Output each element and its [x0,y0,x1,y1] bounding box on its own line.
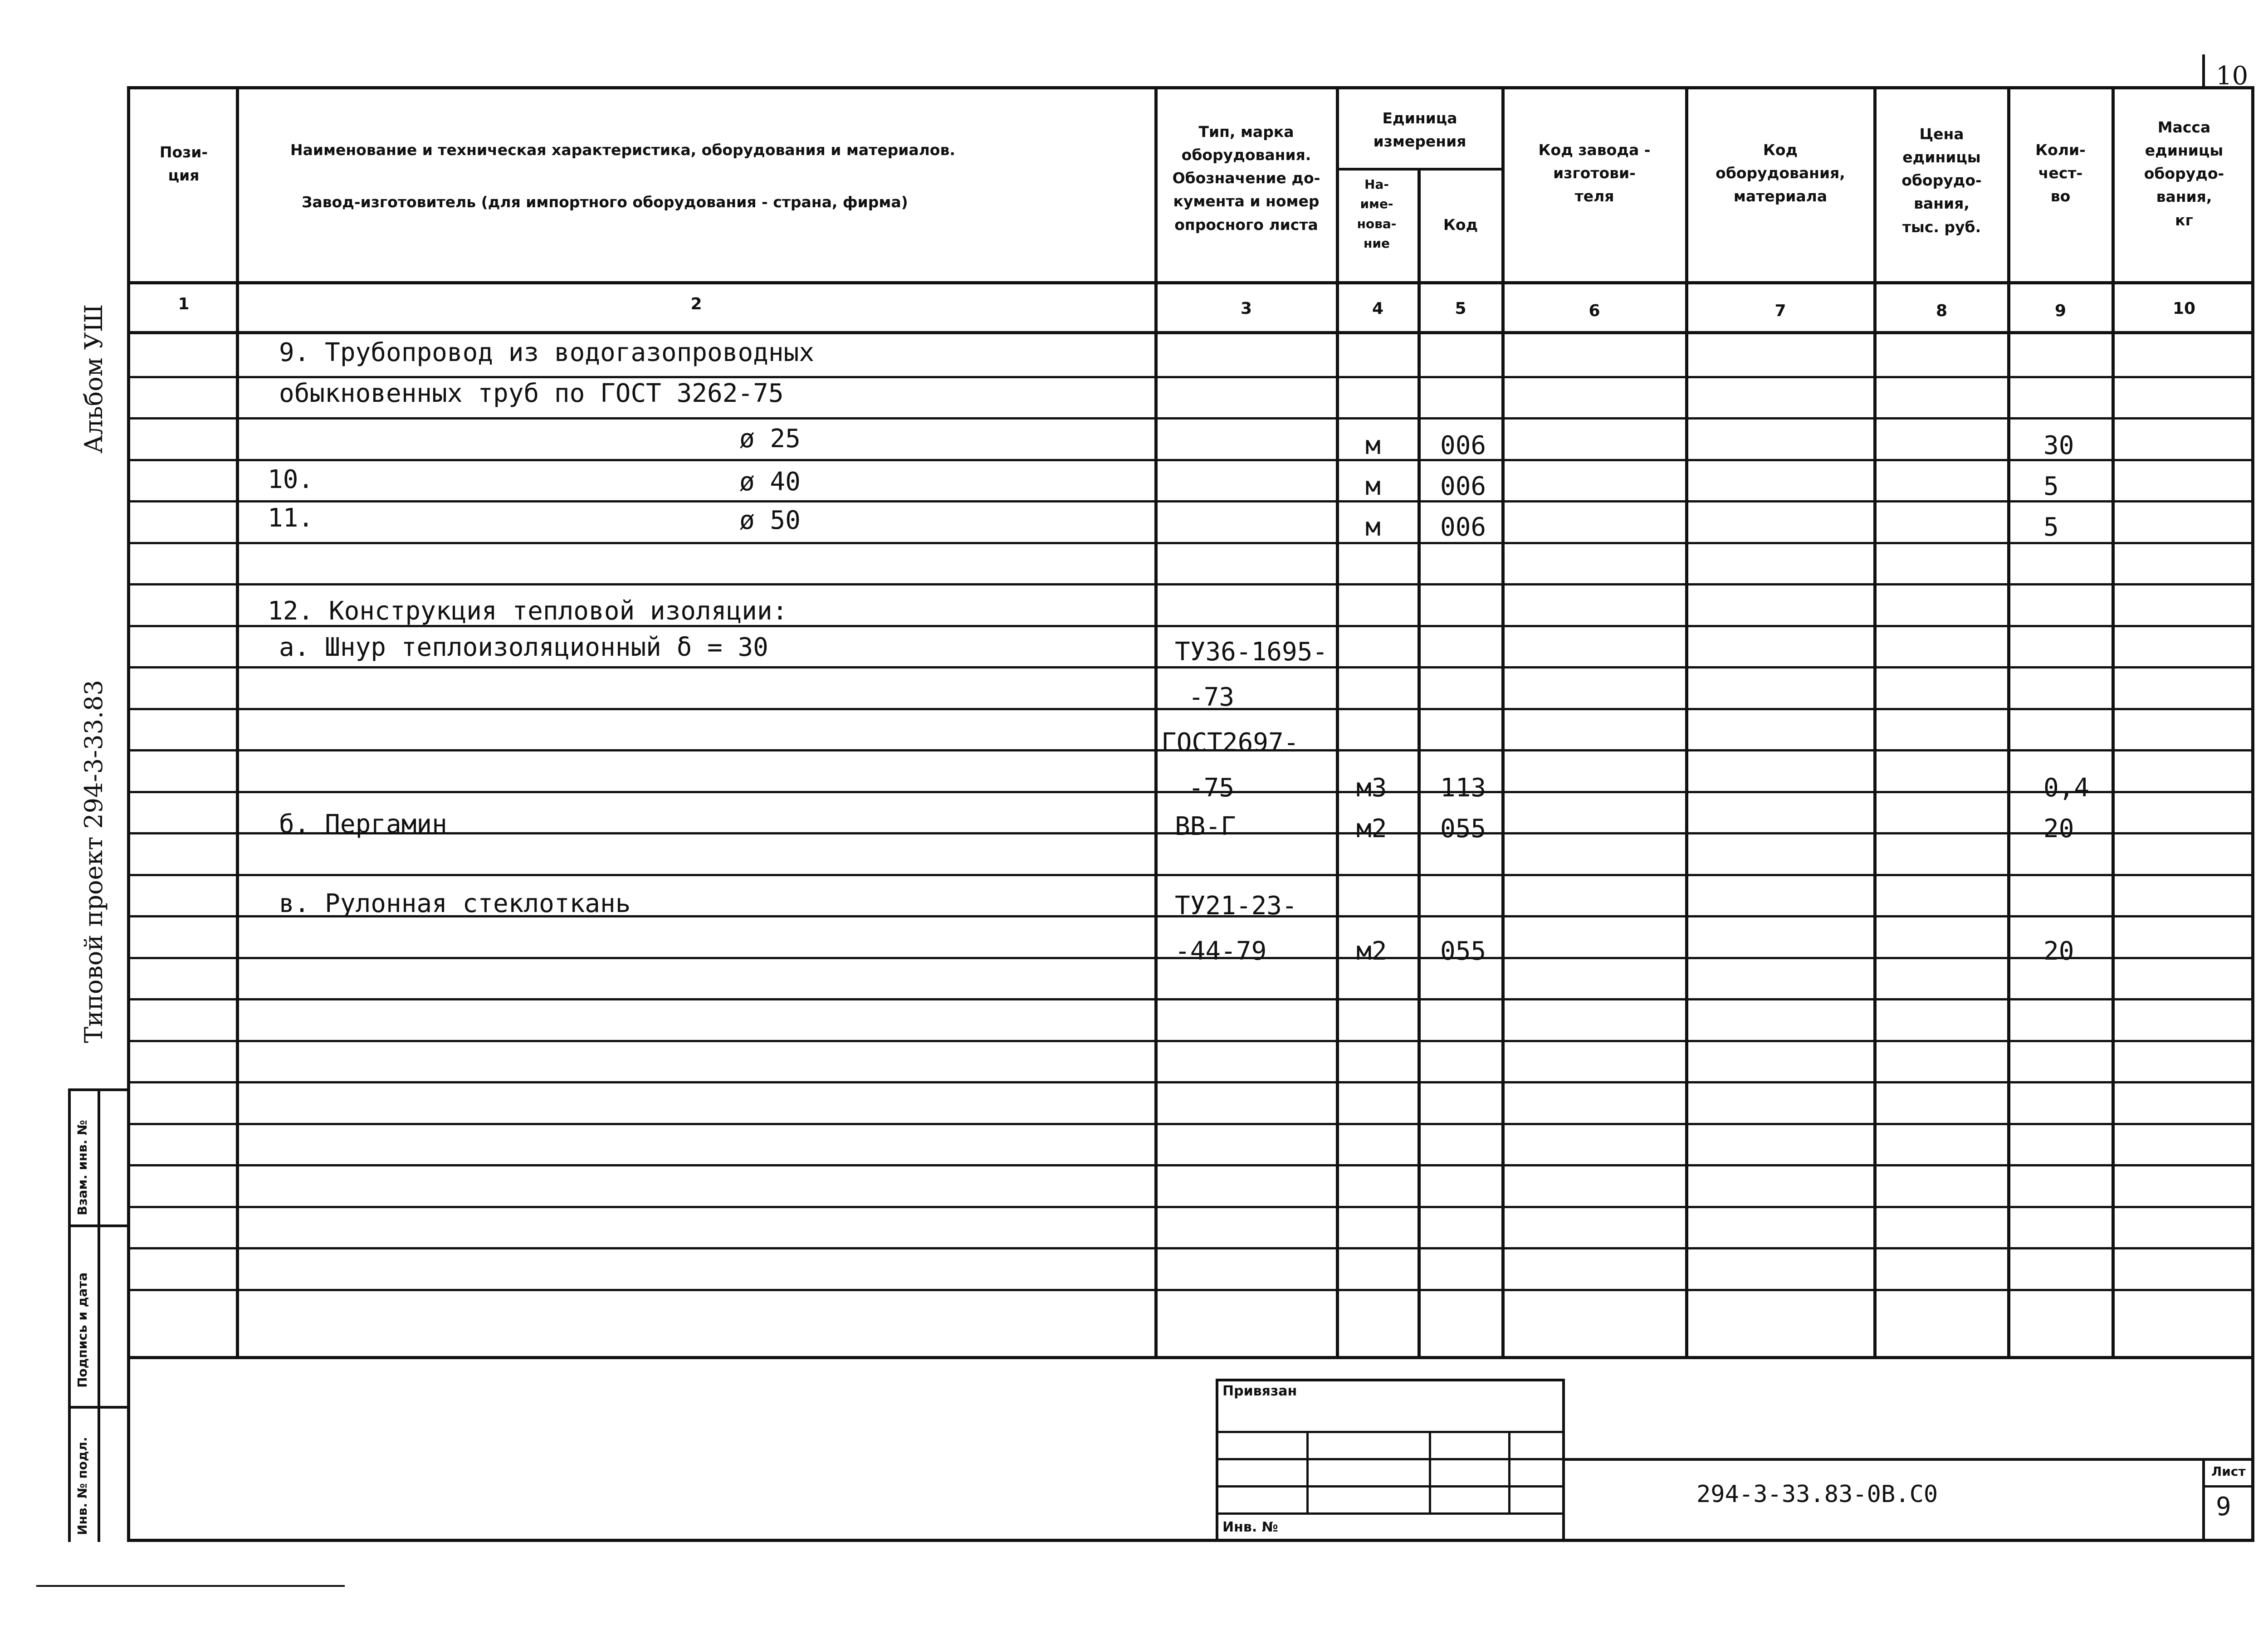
row-12-qty: 20 [2043,814,2074,844]
row-separator [127,1247,2254,1249]
row-separator [127,417,2254,419]
table-bottom [127,1356,2254,1359]
colnum-9: 9 [2054,302,2067,320]
row-5-name: ø 50 [739,506,801,535]
privyazan-col-1 [1306,1431,1309,1512]
row-15-code: 055 [1440,937,1486,966]
row-separator [127,1123,2254,1125]
header-equipment-code: Код оборудования, материала [1716,141,1845,205]
row-5-qty: 5 [2043,512,2059,542]
privyazan-col-3 [1508,1431,1510,1512]
row-15-qty: 20 [2043,937,2074,966]
stamp-top [68,1088,129,1091]
colnum-6: 6 [1589,302,1600,320]
row-separator [127,500,2254,502]
header-unit-name: На- име- нова- ние [1357,177,1397,251]
privyazan-col-2 [1429,1431,1431,1512]
header-unit-code: Код [1443,216,1478,234]
row-8-type: ТУ36-1695- [1175,637,1328,667]
row-11-qty: 0,4 [2043,773,2090,803]
page-number-top: 10 [2216,61,2248,91]
row-11-code: 113 [1440,773,1486,803]
colnum-2: 2 [690,295,702,313]
row-14-type: ТУ21-23- [1175,891,1297,921]
row-separator [127,376,2254,378]
colnum-4: 4 [1372,299,1384,318]
unit-sub-line [1336,168,1505,171]
project-label: Типовой проект 294-3-33.83 [79,680,108,1043]
row-4-name: ø 40 [739,467,801,497]
header-type: Тип, марка оборудования. Обозначение до- кумента и номер опросного листа [1172,123,1320,234]
row-4-unit: м [1365,472,1381,501]
album-label: Альбом УШ [79,304,108,454]
row-5-unit: м [1365,512,1381,542]
row-2-name: обыкновенных труб по ГОСТ 3262-75 [279,379,784,408]
row-14-name: в. Рулонная стеклоткань [279,889,631,918]
row-3-qty: 30 [2043,431,2074,460]
header-name-line2: Завод-изготовитель (для импортного оборудования - страна, фирма) [302,193,908,211]
row-12-code: 055 [1440,814,1486,844]
row-separator [127,1040,2254,1042]
header-unit: Единица измерения [1373,109,1466,151]
row-4-code: 006 [1440,472,1486,501]
row-12-type: ВВ-Г [1175,812,1236,841]
row-3-name: ø 25 [739,424,801,454]
row-7-name: 12. Конструкция тепловой изоляции: [268,596,788,626]
header-quantity: Коли- чест- во [2035,141,2086,205]
colnum-8: 8 [1936,302,1948,320]
header-mass: Масса единицы оборудо- вания, кг [2144,118,2224,229]
sheet-box-left [2202,1458,2205,1542]
privyazan-line-3 [1216,1485,1565,1488]
stamp-sign-date: Подпись и дата [75,1272,90,1388]
header-plant-code: Код завода - изготови- теля [1538,141,1651,205]
row-3-unit: м [1365,431,1381,460]
header-position: Пози- ция [159,143,208,185]
sheet-label: Лист [2211,1464,2246,1479]
colnum-3: 3 [1240,299,1252,318]
row-1-name: 9. Трубопровод из водогазопроводных [279,338,815,367]
header-name-line1: Наименование и техническая характеристика, оборудования и материалов. [290,141,955,159]
row-separator [127,874,2254,876]
colnum-5: 5 [1455,299,1466,318]
stamp-div-2 [68,1406,129,1409]
row-separator [127,1164,2254,1166]
privyazan-line-1 [1216,1431,1565,1433]
row-separator [127,542,2254,544]
page-number-box-left [2202,54,2205,88]
row-4-pos: 10. [268,465,314,494]
colnum-10: 10 [2172,299,2196,318]
row-5-code: 006 [1440,512,1486,542]
row-15-type: -44-79 [1175,937,1267,966]
col-line-4 [1418,168,1421,1356]
colnum-bottom [127,331,2254,334]
privyazan-line-4 [1216,1512,1565,1515]
row-4-qty: 5 [2043,472,2059,501]
privyazan-label: Привязан [1222,1383,1297,1399]
row-15-unit: м2 [1356,937,1387,966]
row-9-type: -73 [1188,683,1235,712]
row-separator [127,583,2254,585]
stamp-col-left [68,1088,71,1542]
row-separator [127,1081,2254,1083]
row-5-pos: 11. [268,503,314,533]
header-price: Цена единицы оборудо- вания, тыс. руб. [1901,125,1982,236]
bottom-left-line [36,1585,345,1587]
document-code: 294-3-33.83-0В.С0 [1696,1481,1938,1508]
stamp-inv-replace: Взам. инв. № [75,1120,90,1215]
stamp-div-1 [68,1224,129,1227]
header-bottom [127,281,2254,284]
row-separator [127,459,2254,461]
row-3-code: 006 [1440,431,1486,460]
row-12-name: б. Пергамин [279,810,447,839]
row-separator [127,1289,2254,1291]
sheet-box-mid [2202,1485,2254,1488]
row-separator [127,998,2254,1000]
row-11-type: -75 [1188,773,1235,803]
privyazan-block [1216,1379,1565,1542]
colnum-7: 7 [1774,302,1786,320]
row-11-unit: м3 [1356,773,1387,803]
row-8-name: а. Шнур теплоизоляционный δ = 30 [279,633,768,662]
colnum-1: 1 [178,295,190,313]
sheet-number: 9 [2216,1492,2231,1522]
inv-no-label: Инв. № [1222,1519,1278,1535]
row-separator [127,1206,2254,1208]
row-12-unit: м2 [1356,814,1387,844]
row-10-type: ГОСТ2697- [1161,728,1299,757]
stamp-col-mid [98,1088,100,1542]
title-block-top [1565,1458,2254,1461]
privyazan-line-2 [1216,1458,1565,1460]
stamp-inv-orig: Инв. № подл. [75,1437,90,1535]
